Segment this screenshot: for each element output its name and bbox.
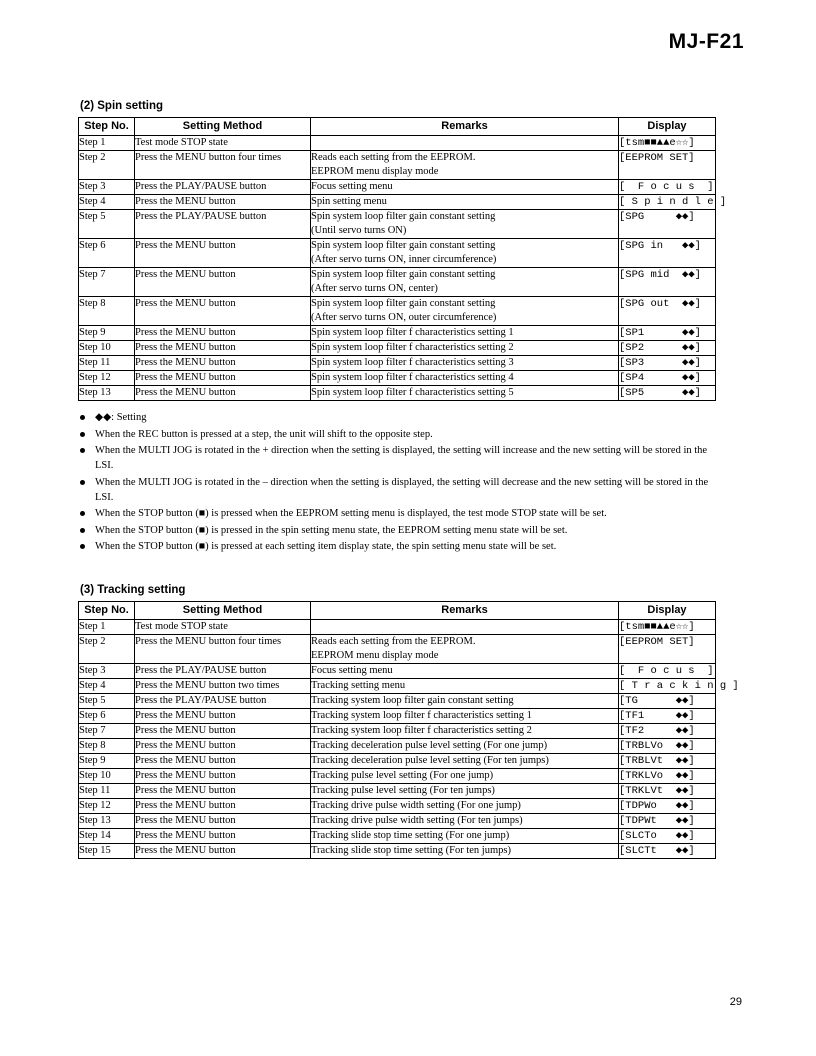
cell-remarks (311, 341, 619, 356)
cell-remarks (311, 708, 619, 723)
cell-display: [ F o c u s ] (619, 181, 714, 193)
cell-setting-method: Press the MENU button (135, 239, 311, 268)
cell-setting-method: Press the MENU button (135, 326, 311, 341)
table-row (79, 341, 716, 356)
table-header-row (79, 601, 716, 619)
cell-display: [TRBLVt ◆◆] (619, 753, 716, 768)
cell-setting-method: Test mode STOP state (135, 136, 311, 151)
table-row (79, 151, 716, 180)
cell-step-no: Step 13 (79, 813, 135, 828)
remarks-line-1: Spin setting menu (311, 196, 387, 207)
cell-display: [EEPROM SET] (619, 151, 716, 180)
table-row (79, 828, 716, 843)
table-row (79, 693, 716, 708)
remarks-line-2: (After servo turns ON, center) (311, 283, 438, 294)
table-row (79, 678, 716, 693)
remarks-line-1: Tracking system loop filter f characteristics setting 2 (311, 724, 532, 736)
cell-display: [SPG in ◆◆] (619, 239, 716, 268)
section-heading-spin: (2) Spin setting (80, 100, 164, 112)
cell-step-no: Step 10 (79, 341, 135, 356)
cell-remarks (311, 297, 619, 326)
cell-setting-method: Press the MENU button (135, 768, 311, 783)
remarks-line-1: Tracking setting menu (311, 679, 406, 691)
table-row (79, 813, 716, 828)
cell-setting-method: Press the MENU button (135, 843, 311, 858)
cell-setting-method: Press the MENU button (135, 708, 311, 723)
table-row (79, 708, 716, 723)
remarks-line-1: Spin system loop filter gain constant setting (311, 298, 496, 309)
table-row (79, 180, 716, 195)
cell-step-no: Step 4 (79, 678, 135, 693)
cell-display: [TDPWo ◆◆] (619, 798, 716, 813)
remarks-line-1: Focus setting menu (311, 181, 393, 192)
cell-setting-method: Press the MENU button (135, 356, 311, 371)
remarks-line-1: Reads each setting from the EEPROM. (311, 152, 476, 163)
cell-remarks (311, 239, 619, 268)
cell-setting-method: Press the MENU button (135, 798, 311, 813)
cell-step-no: Step 2 (79, 151, 135, 180)
cell-step-no: Step 7 (79, 268, 135, 297)
remarks-line-1: Tracking deceleration pulse level setting (For ten jumps) (311, 754, 549, 766)
table-header-row (79, 118, 716, 136)
cell-step-no: Step 13 (79, 386, 135, 401)
cell-step-no: Step 4 (79, 195, 135, 210)
remarks-line-1: Spin system loop filter gain constant setting (311, 211, 496, 222)
cell-setting-method: Press the MENU button four times (135, 151, 311, 180)
cell-step-no: Step 11 (79, 356, 135, 371)
remarks-line-2: EEPROM menu display mode (311, 649, 439, 661)
cell-step-no: Step 15 (79, 843, 135, 858)
cell-step-no: Step 1 (79, 619, 135, 634)
cell-step-no: Step 1 (79, 136, 135, 151)
table-row (79, 268, 716, 297)
remarks-line-1: Tracking slide stop time setting (For one jump) (311, 829, 510, 841)
table-row (79, 798, 716, 813)
cell-setting-method: Press the MENU button (135, 813, 311, 828)
table-row (79, 768, 716, 783)
cell-remarks (311, 753, 619, 768)
cell-display: [SP1 ◆◆] (619, 326, 716, 341)
remarks-line-1: Spin system loop filter f characteristics setting 4 (311, 372, 514, 383)
remarks-line-1: Reads each setting from the EEPROM. (311, 635, 476, 647)
cell-remarks (311, 136, 619, 151)
cell-remarks (311, 386, 619, 401)
cell-remarks (311, 268, 619, 297)
table-row (79, 371, 716, 386)
remarks-line-1 (311, 137, 314, 148)
note-item: When the MULTI JOG is rotated in the + direction when the setting is displayed, the setting will increase and the new setting will be stored in the LSI. (78, 443, 728, 473)
cell-remarks (311, 738, 619, 753)
cell-remarks (311, 843, 619, 858)
cell-display: [SP5 ◆◆] (619, 386, 716, 401)
note-item: When the STOP button (■) is pressed at each setting item display state, the spin setting menu state will be set. (78, 539, 728, 554)
table-row (79, 738, 716, 753)
table-row (79, 297, 716, 326)
cell-step-no: Step 6 (79, 708, 135, 723)
table-row (79, 356, 716, 371)
cell-display: [TG ◆◆] (619, 693, 716, 708)
section-heading-tracking: (3) Tracking setting (80, 583, 186, 596)
cell-step-no: Step 5 (79, 210, 135, 239)
remarks-line-2: (After servo turns ON, inner circumference) (311, 254, 497, 265)
remarks-line-1: Spin system loop filter f characteristics setting 3 (311, 357, 514, 368)
cell-display: [ S p i n d l e ] (619, 196, 727, 208)
spin-setting-table (78, 117, 727, 401)
cell-step-no: Step 8 (79, 738, 135, 753)
cell-display: [SLCTo ◆◆] (619, 828, 716, 843)
cell-setting-method: Test mode STOP state (135, 619, 311, 634)
cell-step-no: Step 5 (79, 693, 135, 708)
cell-setting-method: Press the MENU button (135, 738, 311, 753)
cell-display: [SLCTt ◆◆] (619, 843, 716, 858)
cell-remarks (311, 326, 619, 341)
table-row (79, 195, 716, 210)
cell-setting-method: Press the MENU button four times (135, 634, 311, 663)
cell-setting-method: Press the PLAY/PAUSE button (135, 693, 311, 708)
cell-display: [TRKLVo ◆◆] (619, 768, 716, 783)
table-row (79, 843, 716, 858)
cell-display: [SPG ◆◆] (619, 210, 716, 239)
remarks-line-1: Focus setting menu (311, 664, 393, 676)
cell-display: [tsm■■▲▲e☆☆] (619, 136, 716, 151)
remarks-line-1: Tracking deceleration pulse level setting (For one jump) (311, 739, 548, 751)
cell-remarks (311, 663, 619, 678)
cell-remarks (311, 619, 619, 634)
cell-remarks (311, 371, 619, 386)
cell-step-no: Step 9 (79, 753, 135, 768)
remarks-line-1: Tracking pulse level setting (For ten jumps) (311, 784, 495, 796)
remarks-line-1: Tracking system loop filter f characteristics setting 1 (311, 709, 532, 721)
cell-step-no: Step 6 (79, 239, 135, 268)
cell-step-no: Step 3 (79, 180, 135, 195)
remarks-line-1: Spin system loop filter f characteristics setting 1 (311, 327, 514, 338)
column-header-step: Step No. (79, 601, 135, 619)
cell-step-no: Step 9 (79, 326, 135, 341)
cell-display: [SPG mid ◆◆] (619, 268, 716, 297)
remarks-line-1: Spin system loop filter f characteristics setting 2 (311, 342, 514, 353)
table-row (79, 619, 716, 634)
column-header-method: Setting Method (135, 601, 311, 619)
cell-setting-method: Press the MENU button (135, 753, 311, 768)
cell-remarks (311, 151, 619, 180)
note-item: When the STOP button (■) is pressed when the EEPROM setting menu is displayed, the test mode STOP state will be set. (78, 506, 728, 521)
table-row (79, 753, 716, 768)
cell-step-no: Step 12 (79, 798, 135, 813)
column-header-method: Setting Method (135, 118, 311, 136)
table-row (79, 386, 716, 401)
cell-setting-method: Press the MENU button (135, 723, 311, 738)
cell-step-no: Step 2 (79, 634, 135, 663)
cell-display: [ T r a c k i n g ] (619, 679, 739, 692)
cell-setting-method: Press the MENU button (135, 828, 311, 843)
cell-display: [tsm■■▲▲e☆☆] (619, 619, 716, 634)
cell-remarks (311, 195, 619, 210)
note-item: When the MULTI JOG is rotated in the – direction when the setting is displayed, the setting will decrease and the new setting will be stored in the LSI. (78, 475, 728, 505)
note-item: ◆◆: Setting (78, 410, 728, 425)
cell-remarks (311, 634, 619, 663)
remarks-line-1: Spin system loop filter gain constant setting (311, 269, 496, 280)
table-row (79, 239, 716, 268)
table-row (79, 136, 716, 151)
cell-display: [ F o c u s ] (619, 664, 714, 677)
cell-remarks (311, 210, 619, 239)
table-row (79, 723, 716, 738)
table-row (79, 634, 716, 663)
cell-setting-method: Press the PLAY/PAUSE button (135, 210, 311, 239)
cell-remarks (311, 798, 619, 813)
remarks-line-1: Tracking system loop filter gain constant setting (311, 694, 514, 706)
cell-setting-method: Press the PLAY/PAUSE button (135, 663, 311, 678)
cell-display: [EEPROM SET] (619, 634, 716, 663)
cell-setting-method: Press the MENU button (135, 297, 311, 326)
cell-remarks (311, 723, 619, 738)
table-row (79, 210, 716, 239)
spin-notes-list (78, 410, 728, 554)
remarks-line-1: Spin system loop filter gain constant setting (311, 240, 496, 251)
cell-remarks (311, 180, 619, 195)
cell-remarks (311, 678, 619, 693)
column-header-remarks: Remarks (311, 118, 619, 136)
cell-display: [SPG out ◆◆] (619, 297, 716, 326)
remarks-line-1: Tracking drive pulse width setting (For one jump) (311, 799, 521, 811)
cell-setting-method: Press the MENU button (135, 386, 311, 401)
cell-step-no: Step 3 (79, 663, 135, 678)
cell-display: [TDPWt ◆◆] (619, 813, 716, 828)
cell-step-no: Step 14 (79, 828, 135, 843)
cell-display: [TF2 ◆◆] (619, 723, 716, 738)
cell-setting-method: Press the MENU button (135, 783, 311, 798)
column-header-display: Display (619, 118, 716, 136)
tracking-setting-table (78, 601, 739, 859)
cell-setting-method: Press the MENU button (135, 341, 311, 356)
cell-setting-method: Press the MENU button two times (135, 678, 311, 693)
cell-display: [TRKLVt ◆◆] (619, 783, 716, 798)
cell-remarks (311, 813, 619, 828)
page-title: MJ-F21 (668, 30, 744, 53)
column-header-remarks: Remarks (311, 601, 619, 619)
cell-display: [SP4 ◆◆] (619, 371, 716, 386)
remarks-line-1: Spin system loop filter f characteristics setting 5 (311, 387, 514, 398)
remarks-line-1 (311, 621, 314, 632)
cell-remarks (311, 356, 619, 371)
remarks-line-1: Tracking slide stop time setting (For ten jumps) (311, 844, 511, 856)
cell-remarks (311, 783, 619, 798)
remarks-line-2: EEPROM menu display mode (311, 166, 439, 177)
remarks-line-2: (Until servo turns ON) (311, 225, 407, 236)
cell-setting-method: Press the PLAY/PAUSE button (135, 180, 311, 195)
note-item: When the STOP button (■) is pressed in the spin setting menu state, the EEPROM setting menu state will be set. (78, 523, 728, 538)
column-header-display: Display (619, 601, 716, 619)
table-row (79, 326, 716, 341)
table-row (79, 663, 716, 678)
cell-remarks (311, 768, 619, 783)
column-header-step: Step No. (79, 118, 135, 136)
cell-setting-method: Press the MENU button (135, 268, 311, 297)
cell-remarks (311, 693, 619, 708)
cell-display: [TRBLVo ◆◆] (619, 738, 716, 753)
cell-display: [TF1 ◆◆] (619, 708, 716, 723)
cell-step-no: Step 11 (79, 783, 135, 798)
cell-step-no: Step 8 (79, 297, 135, 326)
cell-remarks (311, 828, 619, 843)
table-row (79, 783, 716, 798)
cell-setting-method: Press the MENU button (135, 195, 311, 210)
cell-step-no: Step 12 (79, 371, 135, 386)
note-item: When the REC button is pressed at a step, the unit will shift to the opposite step. (78, 427, 728, 442)
remarks-line-2: (After servo turns ON, outer circumference) (311, 312, 497, 323)
page-number: 29 (729, 996, 742, 1008)
remarks-line-1: Tracking drive pulse width setting (For ten jumps) (311, 814, 523, 826)
cell-setting-method: Press the MENU button (135, 371, 311, 386)
cell-display: [SP2 ◆◆] (619, 341, 716, 356)
remarks-line-1: Tracking pulse level setting (For one jump) (311, 769, 494, 781)
cell-step-no: Step 10 (79, 768, 135, 783)
cell-step-no: Step 7 (79, 723, 135, 738)
cell-display: [SP3 ◆◆] (619, 356, 716, 371)
